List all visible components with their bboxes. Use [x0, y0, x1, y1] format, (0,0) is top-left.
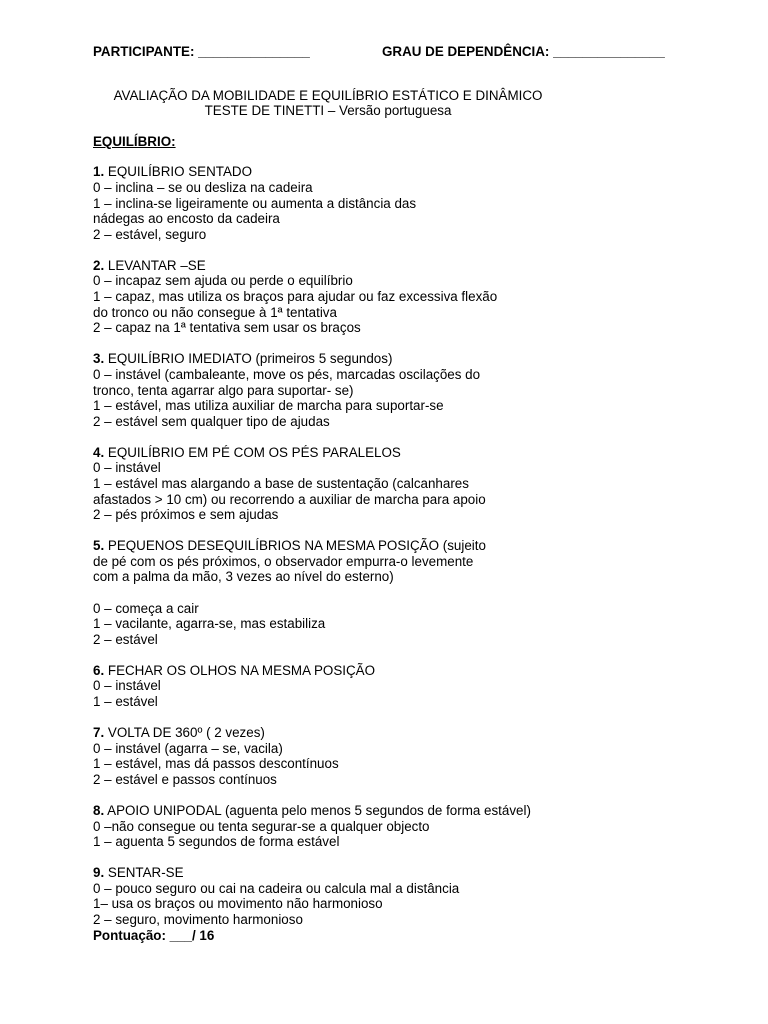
spacer: [93, 585, 733, 601]
item-option: 0 – instável (cambaleante, move os pés, marcadas oscilações do: [93, 366, 481, 382]
section-heading: EQUILÍBRIO:: [93, 133, 176, 149]
item-option: 2 – estável e passos contínuos: [93, 771, 277, 787]
form-header: [93, 44, 733, 62]
item-number: 8.: [93, 803, 105, 818]
item-title: [93, 445, 733, 461]
item-title-text: VOLTA DE 360º ( 2 vezes): [104, 725, 265, 741]
test-item: [93, 538, 733, 647]
item-option: 2 – estável, seguro: [93, 226, 207, 242]
test-item: [93, 164, 733, 242]
item-title: [93, 663, 733, 679]
title-line-1: AVALIAÇÃO DA MOBILIDADE E EQUILÍBRIO ESTÁTICO E DINÂMICO: [113, 88, 543, 103]
item-title: [93, 865, 733, 881]
item-option: 0 – inclina – se ou desliza na cadeira: [93, 180, 313, 195]
item-option: 1 – estável: [93, 694, 158, 710]
item-option: 2 – seguro, movimento harmonioso: [93, 912, 303, 928]
test-item: [93, 725, 733, 787]
item-option: afastados > 10 cm) ou recorrendo a auxiliar de marcha para apoio: [93, 491, 486, 507]
item-title: [93, 803, 733, 819]
item-option: do tronco ou não consegue à 1ª tentativa: [93, 304, 337, 320]
item-number: 3.: [93, 351, 105, 367]
item-number: 5.: [93, 538, 105, 554]
item-option: 0 – instável: [93, 678, 161, 694]
item-option: 1 – capaz, mas utiliza os braços para ajudar ou faz excessiva flexão: [93, 289, 498, 305]
item-option: 2 – estável: [93, 631, 158, 647]
test-item: [93, 865, 733, 927]
item-title-text: FECHAR OS OLHOS NA MESMA POSIÇÃO: [104, 662, 376, 678]
item-title: [93, 725, 733, 741]
item-title-text: SENTAR-SE: [104, 865, 184, 881]
item-option: 1 – inclina-se ligeiramente ou aumenta a distância das: [93, 195, 417, 211]
item-option: 1 – estável mas alargando a base de sustentação (calcanhares: [93, 476, 469, 491]
item-title-text: APOIO UNIPODAL (aguenta pelo menos 5 segundos de forma estável): [104, 803, 531, 818]
item-option: 0 – instável (agarra – se, vacila): [93, 740, 283, 756]
item-option: 1 – vacilante, agarra-se, mas estabiliza: [93, 616, 326, 632]
test-item: [93, 351, 733, 429]
document-page: [93, 44, 733, 943]
item-title-text: EQUILÍBRIO EM PÉ COM OS PÉS PARALELOS: [104, 444, 401, 460]
item-option: 0 – incapaz sem ajuda ou perde o equilíbrio: [93, 273, 353, 289]
test-item: [93, 803, 733, 850]
item-option: tronco, tenta agarrar algo para suportar- se): [93, 382, 354, 398]
test-item: [93, 445, 733, 523]
item-title-text: LEVANTAR –SE: [104, 257, 206, 273]
item-title-text: EQUILÍBRIO SENTADO: [104, 164, 252, 180]
item-option: 0 –não consegue ou tenta segurar-se a qualquer objecto: [93, 818, 430, 834]
item-title: [93, 258, 733, 274]
item-title-text: PEQUENOS DESEQUILÍBRIOS NA MESMA POSIÇÃO (sujeito: [104, 538, 486, 554]
test-item: [93, 663, 733, 710]
item-option: 2 – estável sem qualquer tipo de ajudas: [93, 413, 330, 429]
item-option: 0 – instável: [93, 460, 161, 476]
document-title: [93, 88, 563, 119]
test-items-list: [93, 164, 733, 927]
item-description: de pé com os pés próximos, o observador empurra-o levemente: [93, 553, 474, 569]
item-option: 2 – pés próximos e sem ajudas: [93, 507, 279, 523]
item-option: nádegas ao encosto da cadeira: [93, 211, 280, 227]
item-option: 2 – capaz na 1ª tentativa sem usar os braços: [93, 320, 361, 336]
item-option: 1 – estável, mas utiliza auxiliar de marcha para suportar-se: [93, 398, 444, 414]
item-option: 0 – pouco seguro ou cai na cadeira ou calcula mal a distância: [93, 880, 460, 896]
score-line: Pontuação: ___/ 16: [93, 927, 215, 943]
item-number: 6.: [93, 662, 105, 678]
item-option: 1 – aguenta 5 segundos de forma estável: [93, 834, 340, 850]
participant-field: PARTICIPANTE: _______________: [93, 44, 310, 59]
dependency-level-field: GRAU DE DEPENDÊNCIA: _______________: [382, 44, 665, 59]
item-number: 4.: [93, 444, 105, 460]
item-option: 1 – estável, mas dá passos descontínuos: [93, 756, 339, 772]
item-option: 1– usa os braços ou movimento não harmonioso: [93, 896, 383, 912]
item-description: com a palma da mão, 3 vezes ao nível do esterno): [93, 569, 394, 585]
item-number: 7.: [93, 725, 105, 741]
item-title: [93, 538, 733, 554]
test-item: [93, 258, 733, 336]
item-number: 2.: [93, 257, 105, 273]
item-title: [93, 164, 733, 180]
item-title: [93, 351, 733, 367]
item-title-text: EQUILÍBRIO IMEDIATO (primeiros 5 segundos): [104, 351, 393, 367]
item-number: 9.: [93, 865, 105, 881]
item-number: 1.: [93, 164, 105, 180]
item-option: 0 – começa a cair: [93, 600, 199, 616]
title-line-2: TESTE DE TINETTI – Versão portuguesa: [204, 103, 452, 119]
